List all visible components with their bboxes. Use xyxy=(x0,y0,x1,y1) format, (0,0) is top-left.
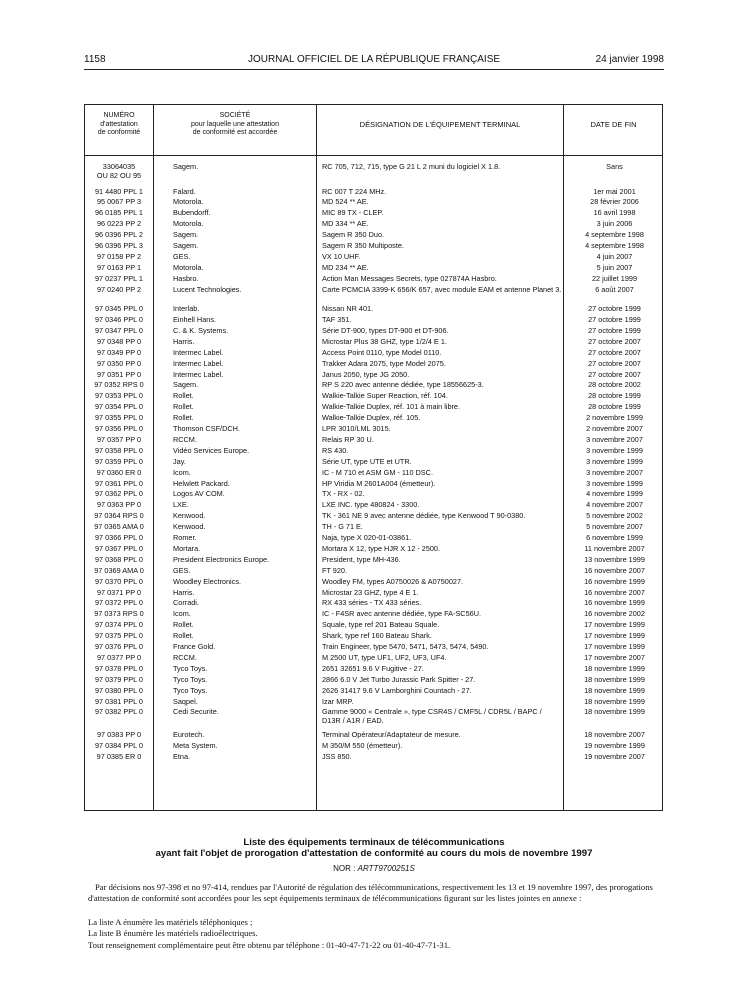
designation-cell: President, type MH-436. xyxy=(322,554,401,564)
societe-cell: Corradi. xyxy=(173,599,199,608)
designation-cell: RP S 220 avec antenne dédiée, type 18556625-3. xyxy=(322,380,484,390)
date-fin-cell: 17 novembre 2007 xyxy=(584,652,645,662)
societe-cell: GES. xyxy=(173,566,191,575)
societe-cell: Motorola. xyxy=(173,263,204,272)
header-designation: DÉSIGNATION DE L'ÉQUIPEMENT TERMINAL xyxy=(359,120,521,129)
numero-cell: 97 0353 PPL 0 xyxy=(94,391,143,401)
designation-cell: MIC 89 TX - CLEP. xyxy=(322,208,384,218)
societe-cell: Intermec Label. xyxy=(173,359,224,368)
societe-cell: Tyco Toys. xyxy=(173,686,208,695)
numero-cell-continued: OU 82 OU 95 xyxy=(96,170,142,180)
societe-cell: Logos AV COM. xyxy=(173,490,225,499)
designation-cell: MD 234 ** AE. xyxy=(322,262,369,272)
designation-cell: Walkie-Talkie Duplex, réf. 105. xyxy=(322,413,421,423)
numero-cell: 97 0348 PP 0 xyxy=(96,336,142,346)
societe-cell: Harris. xyxy=(173,588,195,597)
designation-cell: Janus 2050, type JG 2050. xyxy=(322,369,410,379)
societe-cell: Icom. xyxy=(173,610,191,619)
societe-cell: Motorola. xyxy=(173,220,204,229)
designation-cell: RC 705, 712, 715, type G 21 L 2 muni du logiciel X 1.8. xyxy=(322,162,501,171)
date-fin-cell: 3 novembre 1999 xyxy=(586,445,643,455)
date-fin-cell: 16 novembre 2002 xyxy=(584,609,645,619)
date-fin-cell: 27 octobre 1999 xyxy=(588,315,641,324)
issue-date: 24 janvier 1998 xyxy=(595,54,664,65)
date-fin-cell: 4 septembre 1998 xyxy=(585,230,644,240)
date-fin-cell: 3 novembre 2007 xyxy=(586,434,643,444)
numero-cell: 97 0158 PP 2 xyxy=(96,251,142,261)
societe-cell: LXE. xyxy=(173,501,189,510)
date-fin-cell: 6 novembre 1999 xyxy=(586,533,643,542)
societe-cell: Harris. xyxy=(173,337,195,346)
designation-cell: M 350/M 550 (émetteur). xyxy=(322,741,403,751)
societe-cell: Bubendorff. xyxy=(173,209,211,218)
date-fin-cell: 3 novembre 2007 xyxy=(586,467,643,477)
societe-cell: Rollet. xyxy=(173,414,194,423)
date-fin-cell: 27 octobre 1999 xyxy=(588,304,641,314)
societe-cell: Woodley Electronics. xyxy=(173,577,241,586)
societe-cell: Meta System. xyxy=(173,742,218,751)
societe-cell: GES. xyxy=(173,252,191,261)
numero-cell: 97 0379 PPL 0 xyxy=(94,674,143,684)
designation-cell: Carte PCMCIA 3399-K 656/K 657, avec module EAM et antenne Planet 3. xyxy=(322,284,562,294)
date-fin-cell: 17 novembre 1999 xyxy=(584,642,645,651)
date-fin-cell: 18 novembre 2007 xyxy=(584,730,645,740)
designation-cell: Série DT-900, types DT-900 et DT-906. xyxy=(322,325,449,335)
societe-cell: C. & K. Systems. xyxy=(173,326,229,335)
societe-cell: Romer. xyxy=(173,534,197,542)
date-fin-cell: 16 avril 1998 xyxy=(593,208,636,218)
numero-cell: 97 0349 PP 0 xyxy=(96,347,142,357)
designation-cell: RS 430. xyxy=(322,445,349,455)
numero-cell: 97 0368 PPL 0 xyxy=(94,554,143,564)
designation-cell: JSS 850. xyxy=(322,752,352,762)
numero-cell: 97 0356 PPL 0 xyxy=(94,424,143,433)
date-fin-cell: 2 novembre 1999 xyxy=(586,413,643,423)
date-fin-cell: 3 novembre 1999 xyxy=(586,456,643,466)
numero-cell: 97 0354 PPL 0 xyxy=(94,402,143,412)
societe-cell: Cedi Securite. xyxy=(173,708,219,717)
designation-cell: Mortara X 12, type HJR X 12 - 2500. xyxy=(322,543,441,553)
societe-cell: Tyco Toys. xyxy=(173,675,208,684)
designation-cell: 2626 31417 9.6 V Lamborghini Countach - 27. xyxy=(322,685,472,695)
designation-cell: Trakker Adara 2075, type Model 2075. xyxy=(322,358,446,368)
designation-cell: Terminal Opérateur/Adaptateur de mesure. xyxy=(322,730,461,740)
numero-cell: 97 0163 PP 1 xyxy=(96,262,142,272)
designation-cell: Gamme 9000 « Centrale », type CSR4S / CMF5L / CDR5L / BAPC / D13R / A1R / EAD. xyxy=(322,707,542,725)
designation-cell: RX 433 séries - TX 433 séries. xyxy=(322,598,422,608)
designation-cell: Naja, type X 020-01-03861. xyxy=(322,533,412,542)
section-title: Liste des équipements terminaux de télécommunications ayant fait l'objet de prorogation d'attestation de conformité au cours du mois de novembre 1997 xyxy=(155,837,593,859)
societe-cell: Lucent Technologies. xyxy=(173,285,242,294)
societe-cell: Thomson CSF/DCH. xyxy=(173,425,240,433)
date-fin-cell: 4 juin 2007 xyxy=(596,251,633,261)
numero-cell: 97 0366 PPL 0 xyxy=(94,533,143,542)
designation-cell: Izar MRP. xyxy=(322,696,354,706)
societe-cell: Mortara. xyxy=(173,544,201,553)
societe-cell: Saqpel. xyxy=(173,697,198,706)
numero-cell: 97 0370 PPL 0 xyxy=(94,576,143,586)
designation-cell: Action Man Messages Secrets, type 027874A Hasbro. xyxy=(322,273,497,283)
page-number: 1158 xyxy=(84,54,106,65)
numero-cell: 97 0376 PPL 0 xyxy=(94,642,143,651)
societe-cell: Eurotech. xyxy=(173,731,205,740)
date-fin-cell: 6 août 2007 xyxy=(595,284,634,294)
header-rule xyxy=(84,69,664,70)
designation-cell: Relais RP 30 U. xyxy=(322,434,374,444)
date-fin-cell: 18 novembre 1999 xyxy=(584,685,645,695)
date-fin-cell: 18 novembre 1999 xyxy=(584,707,645,717)
societe-cell: Rollet. xyxy=(173,392,194,401)
societe-cell: Jay. xyxy=(173,457,186,466)
numero-cell: 97 0367 PPL 0 xyxy=(94,543,143,553)
designation-cell: IC - F4SR avec antenne dédiée, type FA-SC56U. xyxy=(322,609,481,619)
societe-cell: RCCM. xyxy=(173,653,197,662)
societe-cell: RCCM. xyxy=(173,435,197,444)
date-fin-cell: 11 novembre 2007 xyxy=(584,543,645,553)
societe-cell: President Electronics Europe. xyxy=(173,555,270,564)
designation-cell: RC 007 T 224 MHz. xyxy=(322,186,387,196)
numero-cell: 97 0362 PPL 0 xyxy=(94,489,143,499)
societe-cell: Rollet. xyxy=(173,621,194,630)
numero-cell: 97 0383 PP 0 xyxy=(96,730,142,740)
date-fin-cell: 27 octobre 2007 xyxy=(588,358,641,368)
numero-cell: 97 0375 PPL 0 xyxy=(94,631,143,641)
societe-cell: Rollet. xyxy=(173,632,194,641)
numero-cell: 95 0067 PP 3 xyxy=(96,197,142,207)
numero-cell: 97 0355 PPL 0 xyxy=(94,413,143,423)
date-fin-cell: 19 novembre 2007 xyxy=(584,752,645,762)
contact-info: Tout renseignement complémentaire peut être obtenu par téléphone : 01-40-47-71-22 ou 01-40-47-71-31. xyxy=(88,940,451,950)
designation-cell: Microstar 23 GHZ, type 4 E 1. xyxy=(322,587,419,597)
numero-cell: 97 0350 PP 0 xyxy=(96,358,142,368)
numero-cell: 97 0363 PP 0 xyxy=(96,500,142,510)
designation-cell: Access Point 0110, type Model 0110. xyxy=(322,347,442,357)
date-fin-cell: 18 novembre 1999 xyxy=(584,663,645,673)
societe-cell: Einhell Hans. xyxy=(173,316,216,324)
numero-cell: 97 0377 PP 0 xyxy=(96,652,142,662)
numero-cell: 96 0223 PP 2 xyxy=(96,219,142,229)
numero-cell: 97 0352 RPS 0 xyxy=(94,380,144,390)
designation-cell: Walkie-Talkie Duplex, réf. 101 à main libre. xyxy=(322,402,461,412)
societe-cell: Helwlett Packard. xyxy=(173,479,230,488)
list-a-item: La liste A énumère les matériels téléphoniques ; xyxy=(88,917,253,927)
numero-cell: 91 4480 PPL 1 xyxy=(94,186,143,196)
designation-cell: Squale, type ref 201 Bateau Squale. xyxy=(322,620,440,630)
numero-cell: 97 0360 ER 0 xyxy=(96,467,142,477)
date-fin-cell: 3 novembre 1999 xyxy=(586,478,643,488)
date-fin-cell: 17 novembre 1999 xyxy=(584,620,645,630)
numero-cell: 97 0361 PPL 0 xyxy=(94,478,143,488)
designation-cell: 2866 6.0 V Jet Turbo Jurassic Park Spitter - 27. xyxy=(322,674,476,684)
designation-cell: HP Viridia M 2601A004 (émetteur). xyxy=(322,478,436,488)
numero-cell: 97 0347 PPL 0 xyxy=(94,325,143,335)
date-fin-cell: 5 novembre 2007 xyxy=(586,522,643,532)
designation-cell: LXE INC. type 480824 - 3300. xyxy=(322,500,420,510)
running-header xyxy=(84,54,664,68)
date-fin-cell: 27 octobre 1999 xyxy=(588,325,641,335)
designation-cell: TX - RX - 02. xyxy=(322,489,365,499)
numero-cell: 96 0185 PPL 1 xyxy=(94,208,143,218)
numero-cell: 96 0396 PPL 3 xyxy=(94,241,143,250)
societe-cell: Motorola. xyxy=(173,198,204,207)
date-fin-cell: 28 février 2006 xyxy=(590,197,639,207)
date-fin-cell: Sans xyxy=(606,162,623,171)
numero-cell: 97 0380 PPL 0 xyxy=(94,685,143,695)
numero-cell: 97 0345 PPL 0 xyxy=(94,304,143,314)
numero-cell: 97 0372 PPL 0 xyxy=(94,598,143,608)
numero-cell: 97 0346 PPL 0 xyxy=(94,315,143,324)
date-fin-cell: 18 novembre 1999 xyxy=(584,696,645,706)
date-fin-cell: 27 octobre 2007 xyxy=(588,369,641,379)
date-fin-cell: 4 novembre 2007 xyxy=(586,500,643,510)
societe-cell: Sagem. xyxy=(173,242,199,250)
date-fin-cell: 13 novembre 1999 xyxy=(584,554,645,564)
date-fin-cell: 27 octobre 2007 xyxy=(588,336,641,346)
designation-cell: Série UT, type UTE et UTR. xyxy=(322,456,412,466)
header-societe: SOCIÉTÉ pour laquelle une attestation de conformité est accordée xyxy=(191,112,279,136)
designation-cell: TAF 351. xyxy=(322,315,352,324)
designation-cell: IC - M 710 et ASM GM - 110 DSC. xyxy=(322,467,433,477)
societe-cell: Interlab. xyxy=(173,305,200,314)
societe-cell: Kenwood. xyxy=(173,523,206,532)
societe-cell: Sagem. xyxy=(173,381,199,390)
date-fin-cell: 3 juin 2006 xyxy=(596,219,633,229)
numero-cell: 97 0373 RPS 0 xyxy=(94,609,144,619)
equipment-table xyxy=(84,104,663,811)
designation-cell: Microstar Plus 38 GHZ, type 1/2/4 E 1. xyxy=(322,336,447,346)
societe-cell: France Gold. xyxy=(173,643,216,651)
table-body xyxy=(85,155,662,810)
date-fin-cell: 27 octobre 2007 xyxy=(588,347,641,357)
societe-cell: Sagem. xyxy=(173,231,199,240)
date-fin-cell: 16 novembre 2007 xyxy=(584,587,645,597)
societe-cell: Kenwood. xyxy=(173,512,206,521)
societe-cell: Sagem. xyxy=(173,163,199,171)
numero-cell: 97 0365 AMA 0 xyxy=(94,522,144,532)
numero-cell: 97 0371 PP 0 xyxy=(96,587,142,597)
numero-cell: 97 0359 PPL 0 xyxy=(94,456,143,466)
numero-cell: 97 0381 PPL 0 xyxy=(94,696,143,706)
header-numero: NUMÉRO d'attestation de conformité xyxy=(97,112,141,136)
societe-cell: Hasbro. xyxy=(173,274,199,283)
numero-cell: 96 0396 PPL 2 xyxy=(94,230,143,240)
numero-cell: 97 0364 RPS 0 xyxy=(94,511,144,521)
designation-cell: TK - 361 NE 9 avec antenne dédiée, type Kenwood T 90-0380. xyxy=(322,511,526,521)
date-fin-cell: 4 novembre 1999 xyxy=(586,489,643,499)
date-fin-cell: 1er mai 2001 xyxy=(593,186,636,196)
numero-cell: 97 0351 PP 0 xyxy=(96,369,142,379)
societe-cell: Vidéo Services Europe. xyxy=(173,446,250,455)
date-fin-cell: 17 novembre 1999 xyxy=(584,631,645,641)
date-fin-cell: 5 juin 2007 xyxy=(596,262,633,272)
numero-cell: 97 0369 AMA 0 xyxy=(94,565,144,575)
list-b-item: La liste B énumère les matériels radioélectriques. xyxy=(88,928,258,938)
designation-cell: M 2500 UT, type UF1, UF2, UF3, UF4. xyxy=(322,652,447,662)
societe-cell: Falard. xyxy=(173,187,196,196)
date-fin-cell: 28 octobre 1999 xyxy=(588,402,641,412)
societe-cell: Intermec Label. xyxy=(173,348,224,357)
journal-title: JOURNAL OFFICIEL DE LA RÉPUBLIQUE FRANÇAISE xyxy=(247,54,501,65)
date-fin-cell: 19 novembre 1999 xyxy=(584,741,645,751)
date-fin-cell: 4 septembre 1998 xyxy=(585,241,644,250)
designation-cell: Sagem R 350 Duo. xyxy=(322,230,385,240)
date-fin-cell: 28 octobre 1999 xyxy=(588,391,641,401)
numero-cell: 97 0237 PPL 1 xyxy=(94,273,143,283)
societe-cell: Icom. xyxy=(173,468,191,477)
designation-cell: FT 920. xyxy=(322,565,348,575)
date-fin-cell: 28 octobre 2002 xyxy=(588,380,641,390)
societe-cell: Etna. xyxy=(173,753,191,762)
numero-cell: 97 0374 PPL 0 xyxy=(94,620,143,630)
numero-cell: 33064035 xyxy=(102,162,136,171)
date-fin-cell: 5 novembre 2002 xyxy=(586,511,643,521)
nor-reference: NOR : ARTT9700251S xyxy=(333,864,415,873)
decision-paragraph: Par décisions nos 97-398 et no 97-414, rendues par l'Autorité de régulation des télécommunications, respectivement les 13 et 19 novembre 1997, des prorogations d'attestation de conformité sont accordées pour les sept équipements terminaux de télécommunications figurant sur les listes jointes en annexe : xyxy=(88,882,653,903)
designation-cell: Train Engineer, type 5470, 5471, 5473, 5474, 5490. xyxy=(322,642,489,651)
designation-cell: Woodley FM, types A0750026 & A0750027. xyxy=(322,576,464,586)
designation-cell: 2651 32651 9.6 V Fugitive - 27. xyxy=(322,663,424,673)
date-fin-cell: 22 juillet 1999 xyxy=(591,273,638,283)
numero-cell: 97 0378 PPL 0 xyxy=(94,663,143,673)
date-fin-cell: 16 novembre 1999 xyxy=(584,598,645,608)
societe-cell: Rollet. xyxy=(173,403,194,412)
date-fin-cell: 16 novembre 2007 xyxy=(584,565,645,575)
societe-cell: Tyco Toys. xyxy=(173,664,208,673)
designation-cell: MD 334 ** AE. xyxy=(322,219,369,229)
numero-cell: 97 0357 PP 0 xyxy=(96,434,142,444)
date-fin-cell: 18 novembre 1999 xyxy=(584,674,645,684)
designation-cell: Sagem R 350 Multiposte. xyxy=(322,241,404,250)
designation-cell: Nissan NR 401. xyxy=(322,304,374,314)
numero-cell: 97 0382 PPL 0 xyxy=(94,707,143,717)
numero-cell: 97 0358 PPL 0 xyxy=(94,445,143,455)
designation-cell: VX 10 UHF. xyxy=(322,251,361,261)
designation-cell: Walkie-Talkie Super Reaction, réf. 104. xyxy=(322,391,448,401)
designation-cell: MD 524 ** AE. xyxy=(322,197,369,207)
numero-cell: 97 0240 PP 2 xyxy=(96,284,142,294)
date-fin-cell: 16 novembre 1999 xyxy=(584,576,645,586)
numero-cell: 97 0384 PPL 0 xyxy=(94,741,143,751)
designation-cell: TH - G 71 E. xyxy=(322,522,363,532)
designation-cell: Shark, type ref 160 Bateau Shark. xyxy=(322,631,432,641)
societe-cell: Intermec Label. xyxy=(173,370,224,379)
date-fin-cell: 2 novembre 2007 xyxy=(586,424,643,433)
header-date-fin: DATE DE FIN xyxy=(590,120,637,129)
designation-cell: LPR 3010/LML 3015. xyxy=(322,424,391,433)
numero-cell: 97 0385 ER 0 xyxy=(96,752,142,762)
